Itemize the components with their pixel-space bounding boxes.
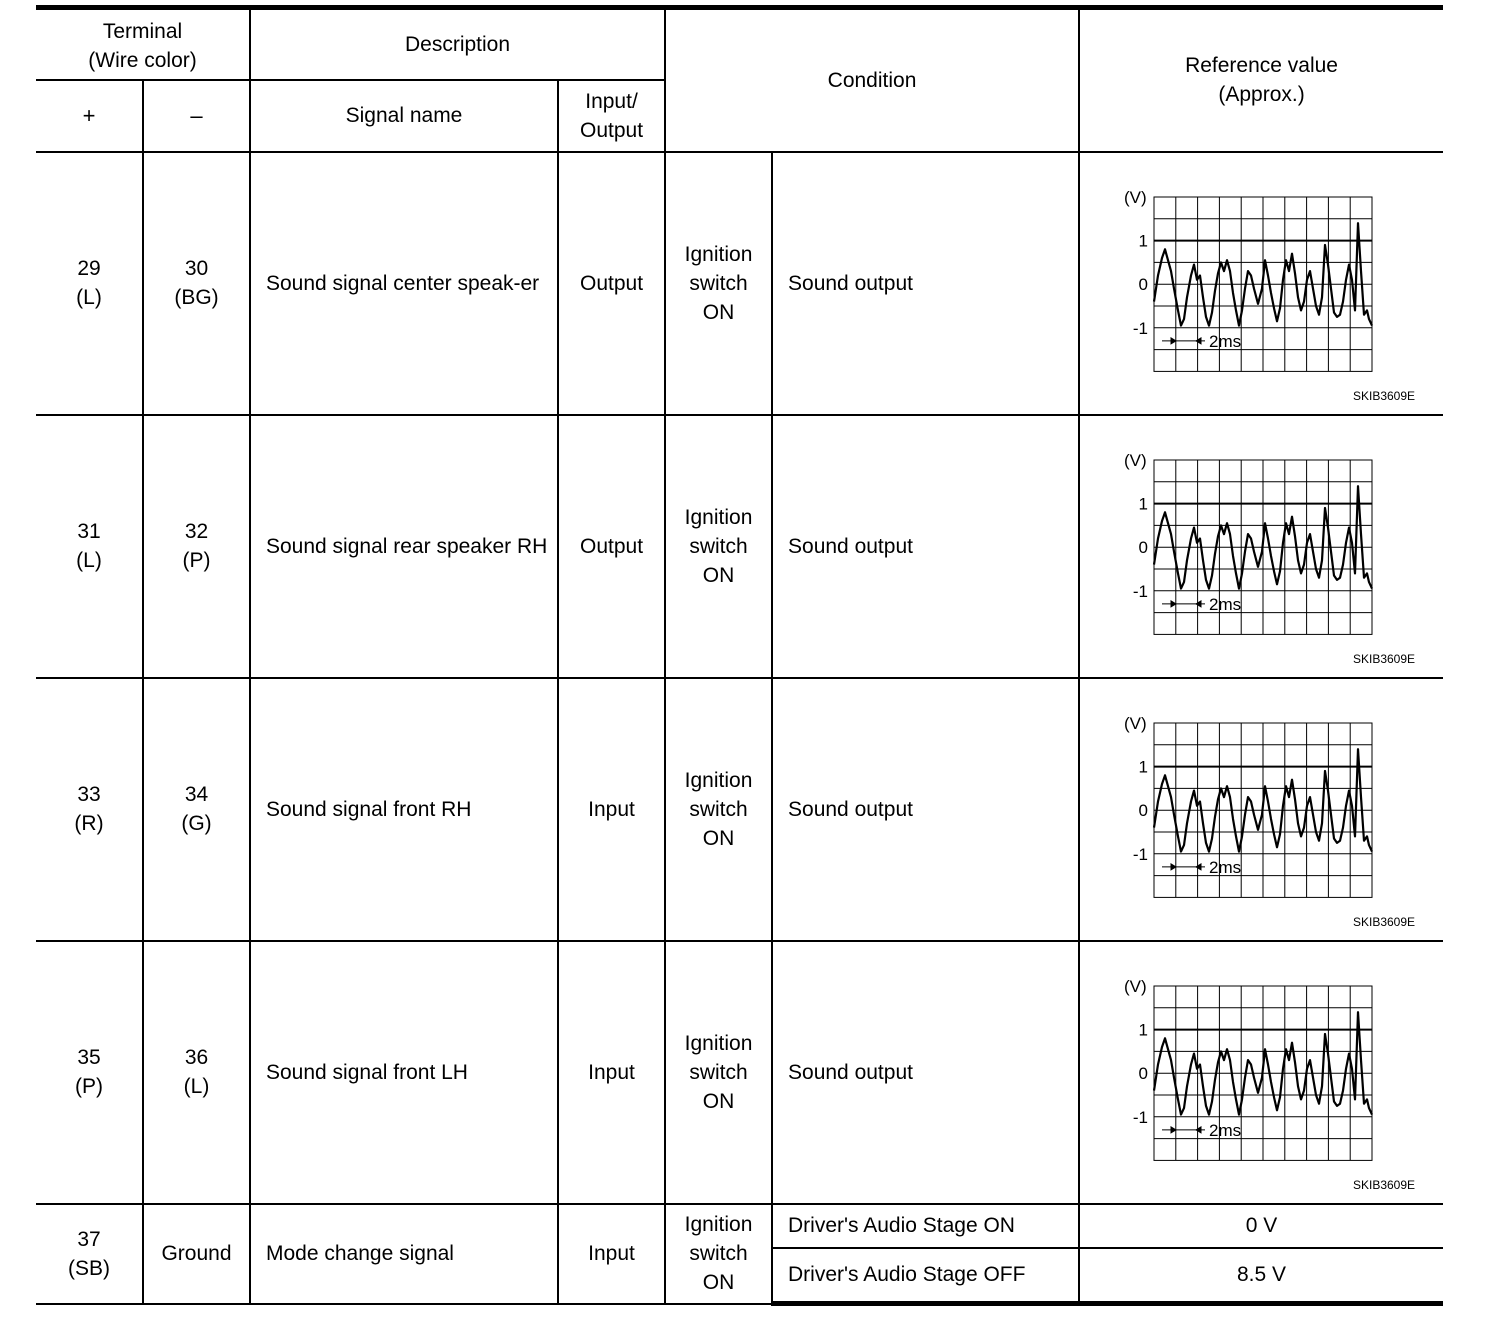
- ignition-condition: [665, 1204, 772, 1304]
- wire-color: (L): [76, 286, 102, 309]
- terminal-number: 33: [77, 783, 101, 806]
- wire-color: (G): [181, 812, 212, 835]
- header-row-1: [36, 8, 1443, 80]
- condition-header: Condition: [665, 8, 1079, 152]
- reference-value: 0 V: [1079, 1204, 1443, 1248]
- signal-name: Sound signal center speak-er: [250, 152, 558, 415]
- time-scale-label: 2ms: [1209, 594, 1242, 614]
- reference-value: 8.5 V: [1079, 1248, 1443, 1304]
- table-row: [36, 415, 1443, 678]
- io-value: Input: [558, 1204, 665, 1304]
- voltage-tick-label: 0: [1138, 1063, 1149, 1083]
- io-value: Output: [558, 152, 665, 415]
- io-value: Input: [558, 678, 665, 941]
- minus-terminal: [143, 941, 250, 1204]
- condition-value: Driver's Audio Stage ON: [772, 1204, 1079, 1248]
- io-header: [558, 80, 665, 152]
- condition-value: Sound output: [772, 678, 1079, 941]
- terminal-number: 35: [77, 1046, 101, 1069]
- time-span-marker: [1162, 600, 1205, 606]
- voltage-tick-label: 1: [1138, 231, 1149, 251]
- output-label: Output: [579, 118, 644, 142]
- condition-value: Driver's Audio Stage OFF: [772, 1248, 1079, 1304]
- voltage-tick-label: 1: [1138, 1020, 1149, 1040]
- time-span-marker: [1162, 863, 1205, 869]
- ignition-line-1: Ignition: [684, 505, 753, 529]
- ignition-condition: [665, 941, 772, 1204]
- ignition-line-2: switch: [689, 271, 748, 295]
- input-label: Input/: [585, 89, 638, 113]
- terminal-label: Terminal: [102, 20, 183, 43]
- waveform-chart: [1108, 446, 1408, 651]
- signal-name: Sound signal front RH: [250, 678, 558, 941]
- waveform-chart: [1108, 709, 1408, 914]
- ignition-line-2: switch: [689, 534, 748, 558]
- ignition-line-2: switch: [689, 1060, 748, 1084]
- wire-color: (R): [74, 812, 104, 835]
- terminal-spec-table: [36, 5, 1443, 1306]
- voltage-unit-label: (V): [1124, 450, 1147, 470]
- voltage-tick-label: -1: [1132, 318, 1149, 338]
- waveform-cell: [1079, 678, 1443, 941]
- reference-value-header: [1079, 8, 1443, 152]
- ignition-line-3: ON: [702, 1271, 735, 1294]
- minus-terminal: [143, 415, 250, 678]
- terminal-number: 34: [184, 783, 209, 806]
- waveform-chart: [1108, 183, 1408, 388]
- plus-header: +: [36, 80, 143, 152]
- terminal-number: 37: [77, 1227, 101, 1251]
- ignition-line-1: Ignition: [684, 768, 753, 792]
- table-row: [36, 152, 1443, 415]
- ignition-line-3: ON: [702, 1089, 735, 1113]
- minus-header: –: [143, 80, 250, 152]
- waveform-cell: [1079, 415, 1443, 678]
- wire-color: (L): [183, 1075, 210, 1098]
- terminal-number: 29: [77, 257, 101, 280]
- ignition-line-1: Ignition: [684, 242, 753, 266]
- condition-value: Sound output: [772, 941, 1079, 1204]
- terminal-number: 31: [77, 520, 101, 543]
- condition-value: Sound output: [772, 415, 1079, 678]
- ignition-line-3: ON: [702, 300, 735, 324]
- minus-terminal: Ground: [143, 1204, 250, 1304]
- ignition-line-1: Ignition: [684, 1213, 753, 1236]
- condition-value: Sound output: [772, 152, 1079, 415]
- reference-value-label: Reference value: [1185, 54, 1338, 78]
- ignition-line-3: ON: [702, 826, 735, 850]
- voltage-tick-label: 1: [1138, 757, 1149, 777]
- terminal-number: 36: [184, 1046, 209, 1069]
- voltage-unit-label: (V): [1124, 187, 1147, 207]
- voltage-tick-label: -1: [1132, 844, 1149, 864]
- terminal-number: 32: [184, 520, 209, 543]
- wire-color: (P): [75, 1075, 103, 1098]
- ignition-condition: [665, 152, 772, 415]
- ignition-condition: [665, 415, 772, 678]
- table-row: [36, 1204, 1443, 1248]
- terminal-header: [36, 8, 250, 80]
- io-value: Input: [558, 941, 665, 1204]
- figure-code: SKIB3609E: [1352, 914, 1416, 929]
- plus-terminal: [36, 678, 143, 941]
- signal-name: Mode change signal: [250, 1204, 558, 1304]
- plus-terminal: [36, 152, 143, 415]
- signal-name: Sound signal front LH: [250, 941, 558, 1204]
- ignition-line-1: Ignition: [684, 1031, 753, 1055]
- wire-color: (P): [182, 549, 211, 572]
- time-span-marker: [1162, 337, 1205, 343]
- time-scale-label: 2ms: [1209, 331, 1242, 351]
- voltage-tick-label: 0: [1138, 537, 1149, 557]
- minus-terminal: [143, 152, 250, 415]
- minus-terminal: [143, 678, 250, 941]
- ignition-condition: [665, 678, 772, 941]
- plus-terminal: [36, 1204, 143, 1304]
- waveform-chart: [1108, 972, 1408, 1177]
- waveform-cell: [1079, 152, 1443, 415]
- time-span-marker: [1162, 1126, 1205, 1132]
- time-scale-label: 2ms: [1209, 1120, 1242, 1140]
- wire-color-label: (Wire color): [88, 49, 197, 72]
- wire-color: (L): [76, 549, 102, 572]
- plus-terminal: [36, 941, 143, 1204]
- table-row: [36, 941, 1443, 1204]
- voltage-tick-label: 0: [1138, 274, 1149, 294]
- wire-color: (BG): [174, 286, 219, 309]
- voltage-tick-label: 0: [1138, 800, 1149, 820]
- io-value: Output: [558, 415, 665, 678]
- voltage-tick-label: -1: [1132, 581, 1149, 601]
- figure-code: SKIB3609E: [1352, 1177, 1416, 1192]
- approx-label: (Approx.): [1218, 83, 1305, 107]
- figure-code: SKIB3609E: [1352, 651, 1416, 666]
- wire-color: (SB): [68, 1256, 110, 1280]
- time-scale-label: 2ms: [1209, 857, 1242, 877]
- signal-name: Sound signal rear speaker RH: [250, 415, 558, 678]
- description-header: Description: [250, 8, 665, 80]
- plus-terminal: [36, 415, 143, 678]
- voltage-unit-label: (V): [1124, 713, 1147, 733]
- terminal-number: 30: [184, 257, 209, 280]
- figure-code: SKIB3609E: [1352, 388, 1416, 403]
- waveform-cell: [1079, 941, 1443, 1204]
- voltage-tick-label: 1: [1138, 494, 1149, 514]
- voltage-tick-label: -1: [1132, 1107, 1149, 1127]
- ignition-line-2: switch: [689, 1242, 748, 1265]
- table-row: [36, 678, 1443, 941]
- ignition-line-3: ON: [702, 563, 735, 587]
- voltage-unit-label: (V): [1124, 976, 1147, 996]
- signal-name-header: Signal name: [250, 80, 558, 152]
- ignition-line-2: switch: [689, 797, 748, 821]
